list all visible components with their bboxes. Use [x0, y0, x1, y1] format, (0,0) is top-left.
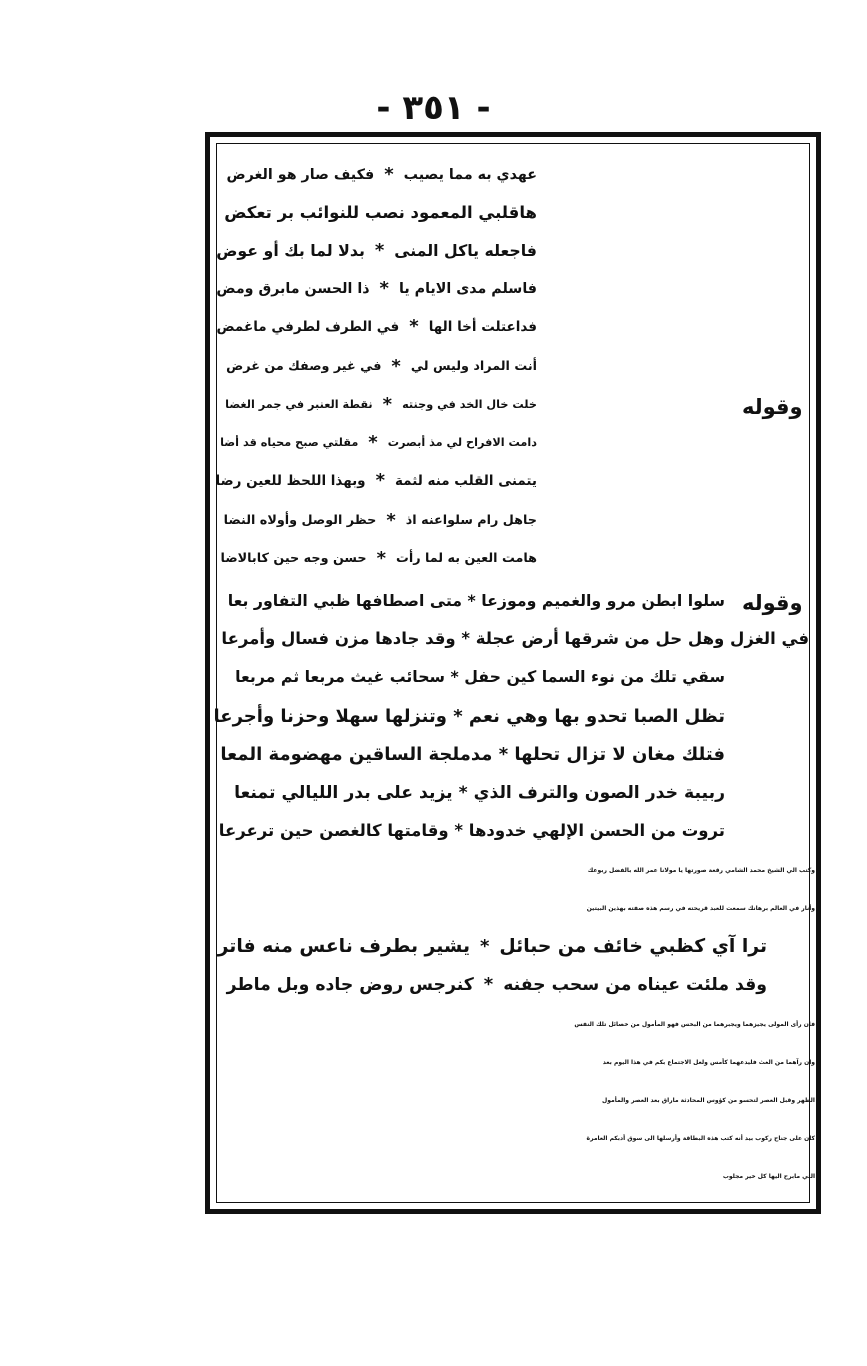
prose-line: فان رأى المولى يجيزهما ويجبرهما من البخس فهو المأمول من خصائل تلك النفس — [574, 1021, 815, 1028]
prose-line: كان على جناح ركوب بيد أنه كتب هذه البطاقة وأرسلها الى سوق أدبكم العامرة — [586, 1135, 815, 1142]
verse-separator: * — [384, 164, 394, 185]
prose-line: وأنار في العالم برهانك سمعت للعبد قريحته في رسم هذه صفته بهذين البيتين — [586, 905, 815, 912]
verse-line: سلوا ابطن مرو والغميم وموزعا * متى اصطافها ظبي التفاور بعا — [227, 591, 725, 610]
verse-second-hemistich: نقطة العنبر في جمر الغضا — [225, 398, 373, 411]
verse-separator: * — [483, 974, 494, 995]
verse-second-hemistich: في غير وصفك من غرض — [226, 359, 382, 374]
verse-separator: * — [480, 936, 490, 957]
verse-line: سقي تلك من نوء السما كين حفل * سحائب غيث مربعا ثم مربعا — [235, 667, 725, 686]
verse-first-hemistich: ترا آي كظبي خائف من حبائل — [499, 936, 767, 957]
prose-line: الظهر وقبل العصر لتحسو من كؤوس المحادثة ماراق بعد العصر والمأمول — [602, 1097, 815, 1104]
verse-first-hemistich: أنت المراد وليس لي — [410, 359, 537, 374]
verse-line: فتلك مغان لا تزال تحلها * مدملجة الساقين مهضومة المعا — [220, 744, 725, 765]
verse-separator: * — [379, 278, 389, 299]
verse-first-hemistich: وقد ملئت عيناه من سحب جفنه — [503, 975, 767, 995]
verse-second-hemistich: مقلتي صبح محياه قد أضا — [220, 436, 359, 449]
verse-separator: * — [386, 510, 396, 531]
verse-second-hemistich: يشير بطرف ناعس منه فاتر — [217, 936, 470, 957]
verse-separator: * — [391, 356, 401, 377]
verse-separator: * — [382, 394, 393, 415]
section-label: وقوله — [742, 395, 803, 419]
prose-line: وان رآهما من الغث فليدعهما كأمس ولعل الاجتماع بكم في هذا اليوم بعد — [602, 1059, 815, 1066]
verse-separator: * — [376, 548, 387, 569]
prose-line: التي مابرح اليها كل خير مجلوب — [722, 1173, 815, 1180]
verse-second-hemistich: كنرجس روض جاده وبل ماطر — [226, 975, 474, 995]
verse-second-hemistich: فكيف صار هو الغرض — [226, 167, 375, 183]
verse-separator: * — [375, 470, 385, 491]
verse-first-hemistich: عهدي به مما يصيب — [403, 167, 537, 183]
verse-first-hemistich: فاجعله ياكل المنى — [394, 241, 537, 260]
verse-line: في الغزل وهل حل من شرقها أرض عجلة * وقد جادها مزن فسال وأمرعا — [221, 629, 809, 648]
page-number: - ٣٥١ - — [376, 88, 491, 128]
verse-second-hemistich: بدلا لما بك أو عوض — [216, 241, 365, 260]
verse-first-hemistich: جاهل رام سلواعنه اذ — [405, 513, 537, 528]
verse-separator: * — [368, 432, 378, 453]
verse-second-hemistich: في الطرف لطرفي ماغمض — [216, 319, 400, 335]
verse-first-hemistich: هامت العين به لما رأت — [396, 551, 537, 566]
verse-line: ربيبة خدر الصون والترف الذي * يزيد على بدر الليالي تمنعا — [234, 783, 725, 803]
verse-line: تروت من الحسن الإلهي خدودها * وقامتها كالغصن حين ترعرعا — [218, 821, 725, 840]
verse-separator: * — [409, 316, 419, 337]
verse-first-hemistich: يتمنى القلب منه لثمة — [395, 473, 537, 489]
verse-second-hemistich: ذا الحسن مابرق ومض — [216, 281, 370, 297]
section-label: وقوله — [742, 591, 803, 615]
verse-second-hemistich: حسن وجه حين كابالاضا — [220, 551, 367, 566]
page-frame-inner — [213, 143, 810, 1203]
verse-first-hemistich: فاسلم مدى الايام يا — [398, 281, 537, 297]
verse-separator: * — [374, 240, 385, 261]
verse-line: تظل الصبا تحدو بها وهي نعم * وتنزلها سهلا وحزنا وأجرعا — [213, 706, 725, 727]
verse-second-hemistich: وبهذا اللحظ للعين رضا — [215, 473, 366, 489]
verse-first-hemistich: فداعتلت أخا الها — [428, 319, 537, 335]
prose-line: وكتب الي الشيخ محمد الشامي رقعة صورتها يا مولانا عمر الله بالفضل ربوعك — [587, 867, 815, 874]
verse-first-hemistich: دامت الافراح لي مذ أبصرت — [387, 436, 537, 449]
verse-second-hemistich: حظر الوصل وأولاه النضا — [223, 513, 377, 528]
page-frame — [205, 132, 821, 1214]
verse-first-hemistich: خلت خال الخد في وجنته — [402, 398, 537, 411]
verse-first-hemistich: هاقلبي المعمود نصب للنوائب بر تعكض — [224, 203, 537, 222]
